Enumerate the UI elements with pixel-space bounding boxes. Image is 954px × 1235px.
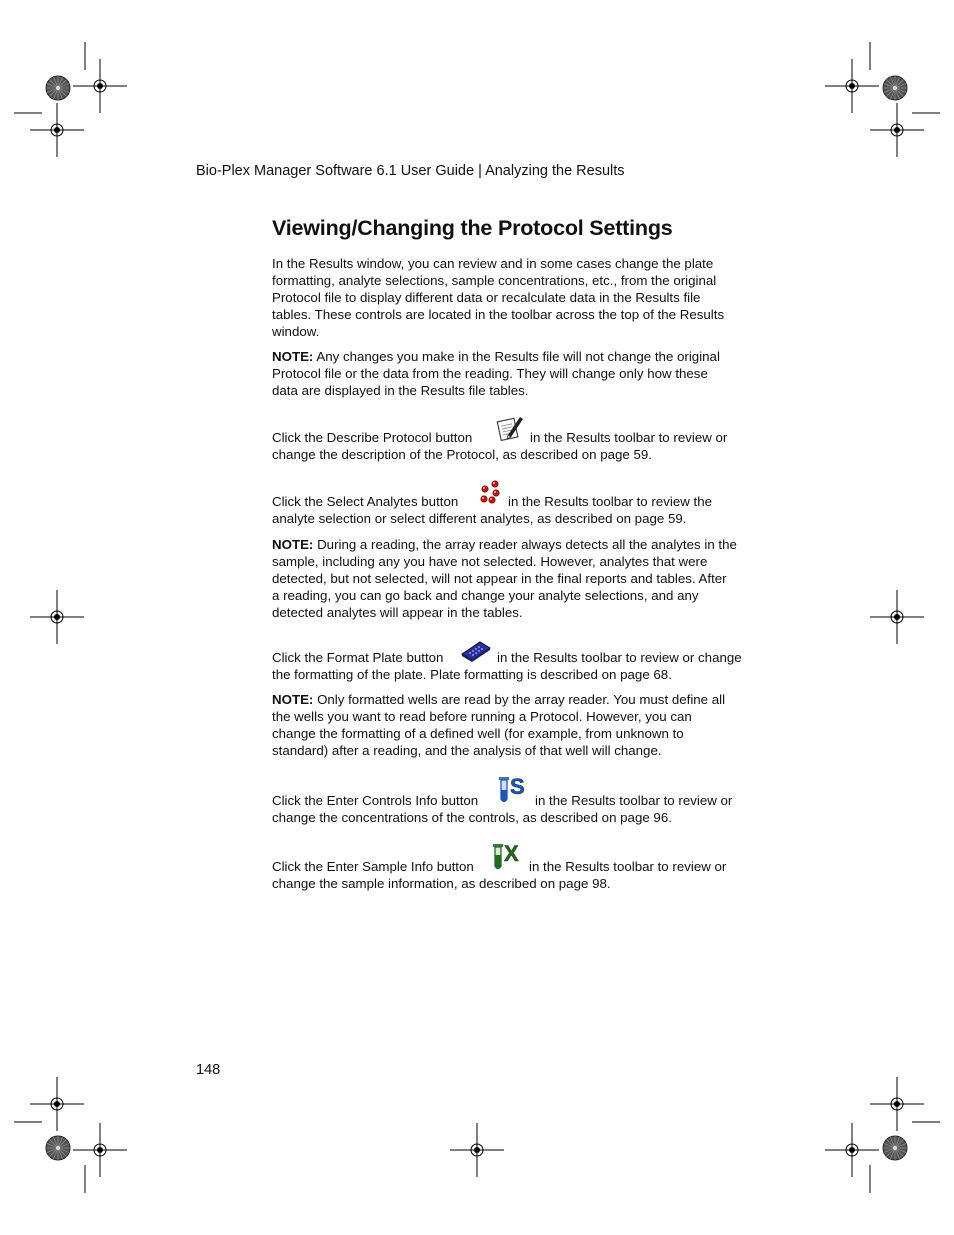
analytes-line2: analyte selection or select different analytes, as described on page 59. xyxy=(272,511,687,526)
note-text: a reading, you can go back and change your analyte selections, and any xyxy=(272,588,699,603)
running-header: Bio-Plex Manager Software 6.1 User Guide | Analyzing the Results xyxy=(196,163,625,179)
note-text: the wells you want to read before running a Protocol. However, you can xyxy=(272,709,692,724)
note-text: Protocol file or the data from the reading. They will change only how these xyxy=(272,366,708,381)
page-number: 148 xyxy=(196,1062,221,1078)
describe-after: in the Results toolbar to review or xyxy=(530,430,728,445)
format-plate-icon[interactable] xyxy=(460,640,492,662)
note-text: detected analytes will appear in the tables. xyxy=(272,605,523,620)
note-paragraph xyxy=(272,536,762,621)
intro-paragraph xyxy=(272,255,762,340)
controls-after: in the Results toolbar to review or xyxy=(535,793,733,808)
page-title: Viewing/Changing the Protocol Settings xyxy=(272,216,673,240)
note-text: standard) after a reading, and the analysis of that well will change. xyxy=(272,743,662,758)
note-paragraph xyxy=(272,691,762,759)
sample-line2: change the sample information, as described on page 98. xyxy=(272,876,611,891)
enter-sample-info-icon[interactable] xyxy=(492,842,522,872)
note-text: detected, but not selected, will not appear in the final reports and tables. After xyxy=(272,571,727,586)
note-paragraph xyxy=(272,348,762,399)
intro-line: In the Results window, you can review and in some cases change the plate xyxy=(272,256,714,271)
note-text: sample, including any you have not selected. However, analytes that were xyxy=(272,554,708,569)
analytes-after: in the Results toolbar to review the xyxy=(508,494,712,509)
controls-line2: change the concentrations of the controls, as described on page 96. xyxy=(272,810,672,825)
note-label: NOTE: xyxy=(272,537,314,552)
format-after: in the Results toolbar to review or change xyxy=(497,650,742,665)
describe-before: Click the Describe Protocol button xyxy=(272,430,473,445)
enter-controls-info-icon[interactable] xyxy=(498,775,528,805)
note-label: NOTE: xyxy=(272,349,314,364)
analytes-before: Click the Select Analytes button xyxy=(272,494,459,509)
sample-after: in the Results toolbar to review or xyxy=(529,859,727,874)
controls-before: Click the Enter Controls Info button xyxy=(272,793,479,808)
select-analytes-icon[interactable] xyxy=(478,480,502,504)
describe-protocol-icon[interactable] xyxy=(496,413,524,441)
note-text: data are displayed in the Results file tables. xyxy=(272,383,529,398)
note-text: Only formatted wells are read by the array reader. You must define all xyxy=(313,692,726,707)
intro-line: Protocol file to display different data or recalculate data in the Results file xyxy=(272,290,701,305)
controls-icon-letter: S xyxy=(510,774,525,799)
intro-line: window. xyxy=(272,324,320,339)
note-label: NOTE: xyxy=(272,692,314,707)
sample-icon-letter: X xyxy=(504,841,519,866)
note-text: change the formatting of a defined well (for example, from unknown to xyxy=(272,726,684,741)
sample-before: Click the Enter Sample Info button xyxy=(272,859,474,874)
describe-line2: change the description of the Protocol, as described on page 59. xyxy=(272,447,652,462)
intro-line: formatting, analyte selections, sample concentrations, etc., from the original xyxy=(272,273,717,288)
format-line2: the formatting of the plate. Plate formatting is described on page 68. xyxy=(272,667,672,682)
note-text: Any changes you make in the Results file will not change the original xyxy=(313,349,720,364)
note-text: During a reading, the array reader always detects all the analytes in the xyxy=(313,537,737,552)
format-before: Click the Format Plate button xyxy=(272,650,444,665)
intro-line: tables. These controls are located in the toolbar across the top of the Results xyxy=(272,307,725,322)
